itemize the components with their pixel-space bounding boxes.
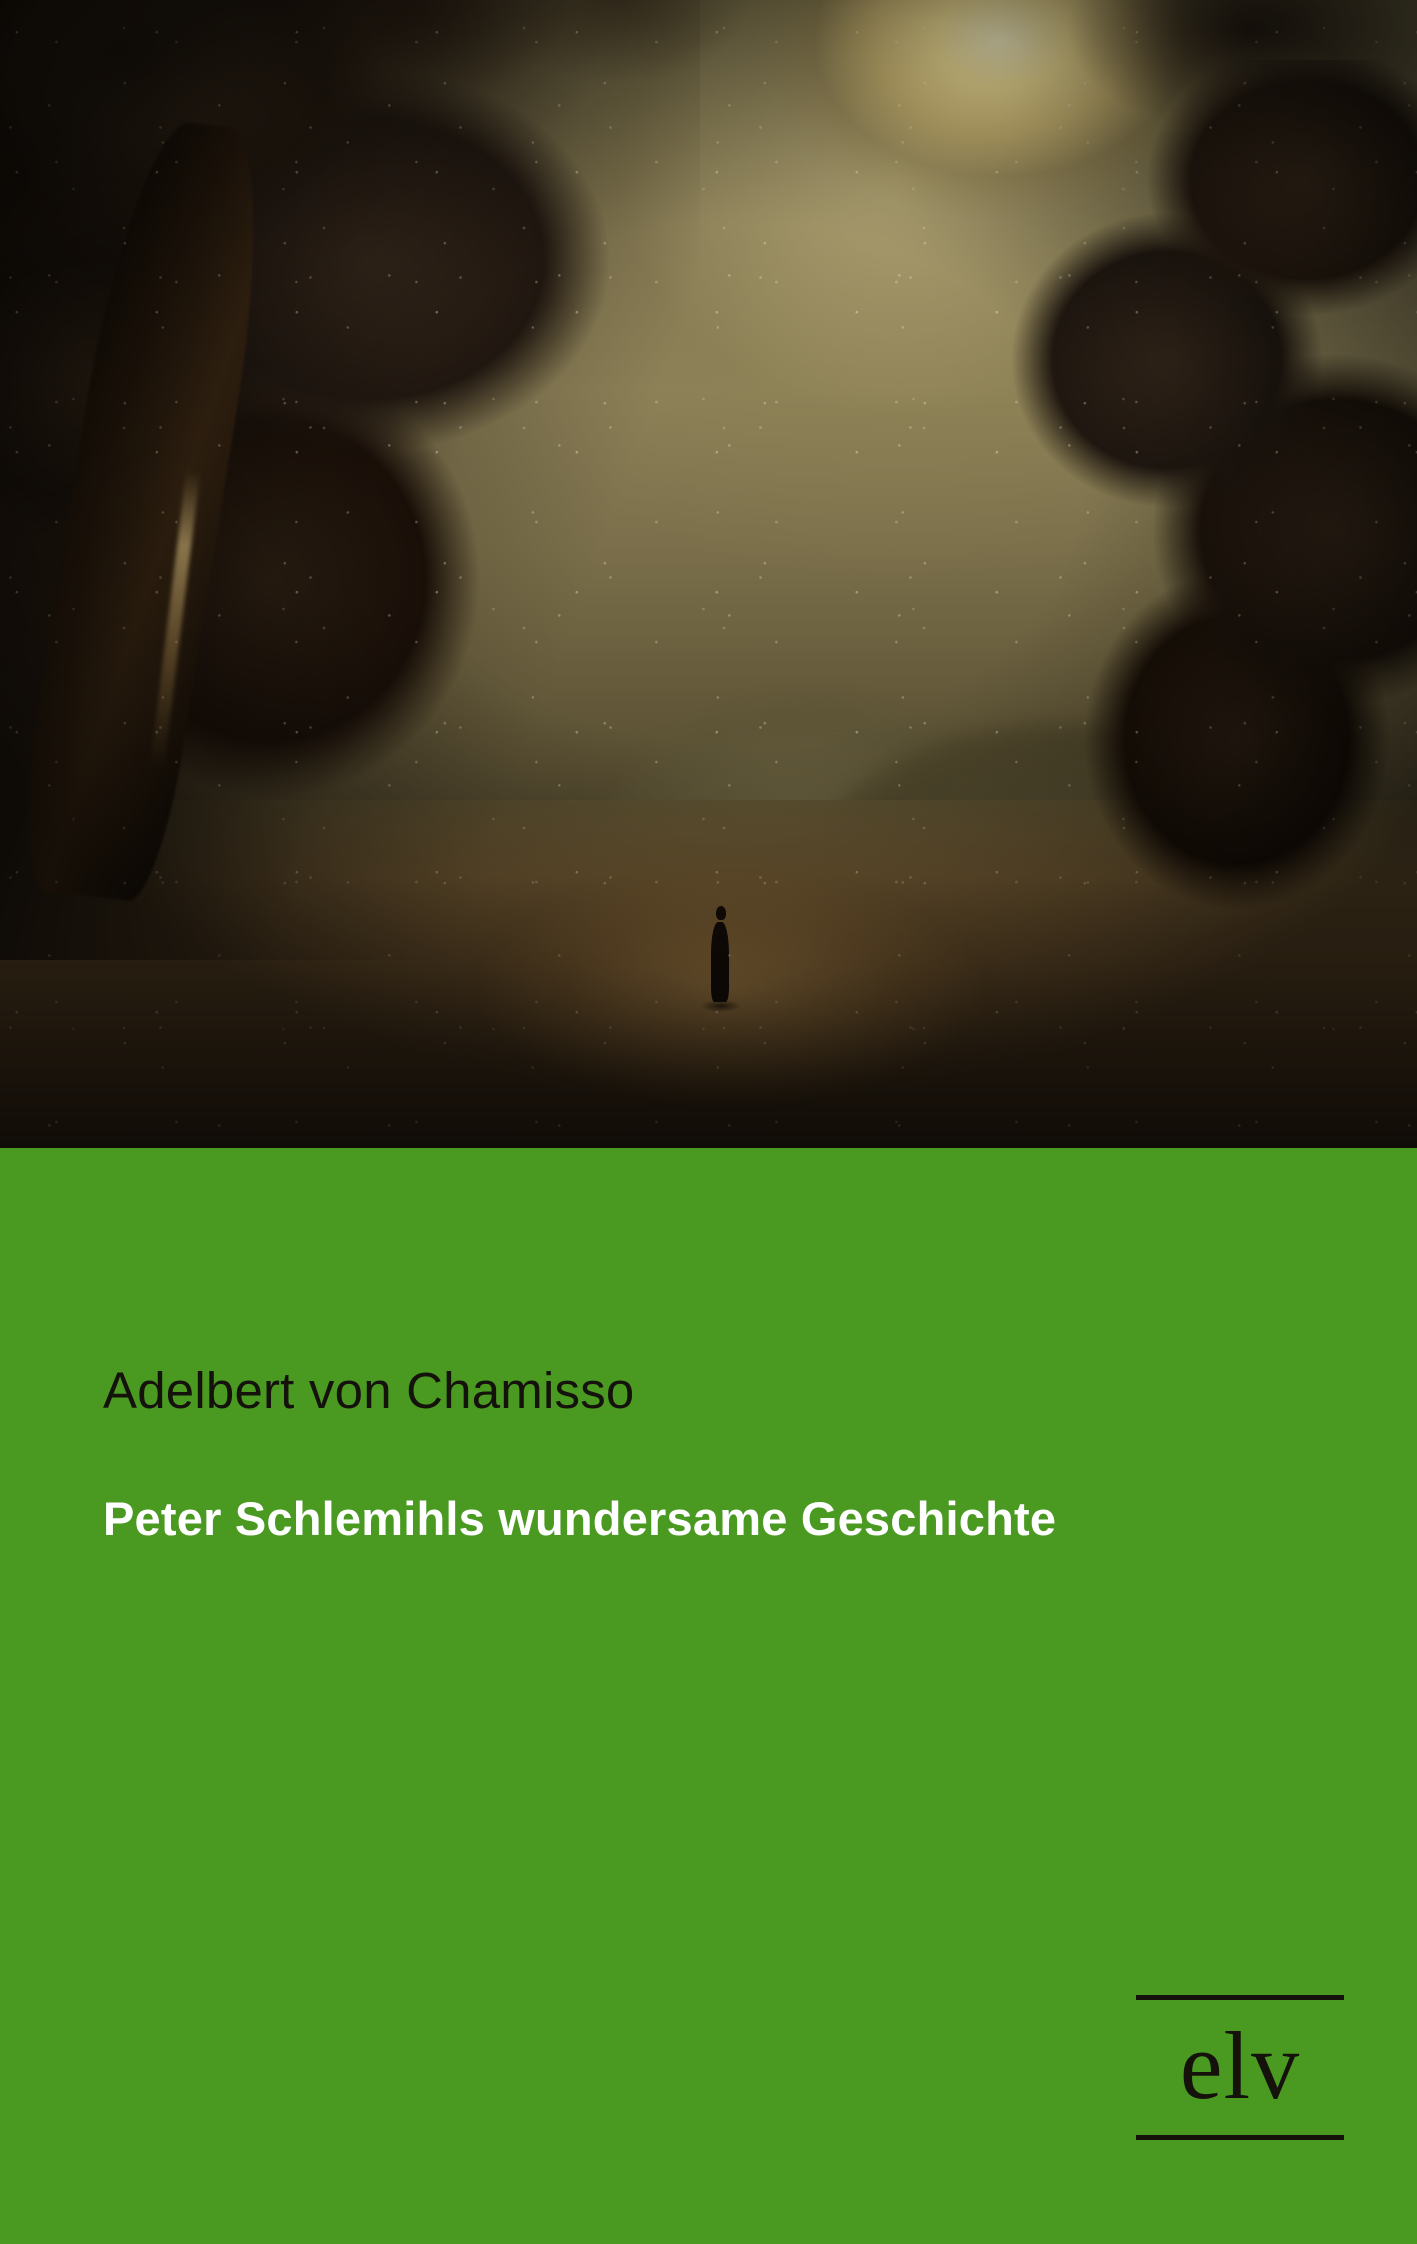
publisher-logo xyxy=(1136,1995,1344,2140)
publisher-logo-text: elv xyxy=(1179,2011,1301,2119)
publisher-logo-rule-top xyxy=(1136,1995,1344,2000)
book-title: Peter Schlemihls wundersame Geschichte xyxy=(103,1492,1057,1545)
cover-text-area xyxy=(0,1148,1417,2244)
publisher-logo-rule-bottom xyxy=(1136,2135,1344,2140)
author-name: Adelbert von Chamisso xyxy=(103,1362,635,1419)
